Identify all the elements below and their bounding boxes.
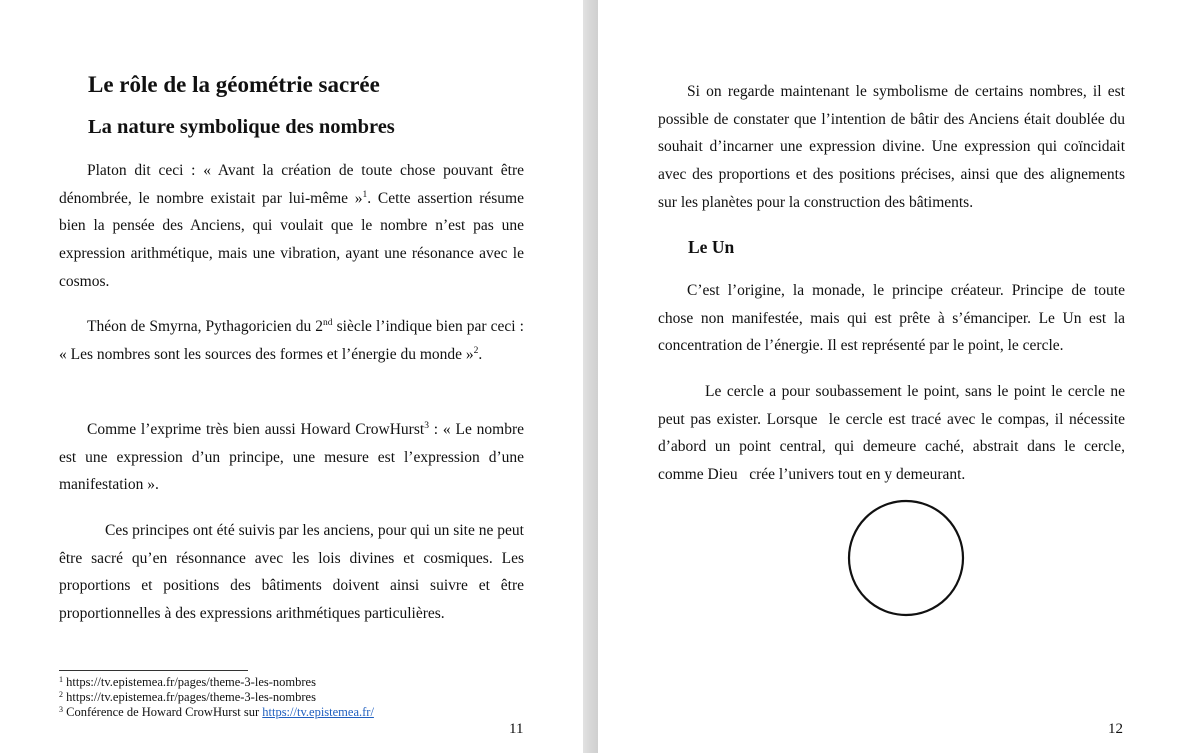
footnote-number: 2 [59, 690, 63, 699]
footnote [59, 705, 374, 720]
footnotes [59, 675, 374, 720]
paragraph [59, 517, 524, 628]
page-number: 11 [509, 721, 524, 737]
paragraph [59, 313, 524, 368]
paragraph [658, 378, 1129, 489]
document-page-12 [598, 0, 1178, 753]
paragraph-text: Comme l’exprime très bien aussi Howard CrowHurst [87, 421, 425, 438]
footnote-number: 3 [59, 705, 63, 714]
paragraph-text: C’est l’origine, la monade, le principe créateur. Principe de toute chose non manifestée, mais qui est prête à s’émanciper. Le Un est la concentration de l’énergie. Il est représenté par le point, le cercle. [658, 282, 1125, 355]
paragraph-text: . [478, 345, 483, 363]
footnote-separator [59, 670, 248, 671]
page-gutter [583, 0, 598, 753]
paragraph-text: Ces principes ont été suivis par les anciens, pour qui un site ne peut être sacré qu’en résonnance avec les lois divines et cosmiques. Les proportions et positions des bâtiments doivent ainsi suivre et être proportionnelles à des expressions arithmétiques particulières. [59, 522, 524, 623]
paragraph-text: Platon dit ceci : « Avant la création de toute chose pouvant être dénombrée, le nombre existait par lui-même » [59, 162, 524, 207]
paragraph [658, 277, 1125, 360]
footnote-link[interactable]: https://tv.epistemea.fr/ [262, 705, 374, 719]
circle-figure [846, 499, 966, 619]
paragraph-text: Si on regarde maintenant le symbolisme de certains nombres, il est possible de constater que l’intention de bâtir des Anciens était doublée du souhait d’incarner une expression divine. Une expression qui coïncidait avec des proportions et des positions précises, ainsi que des alignements sur les planètes pour la construction des bâtiments. [658, 83, 1125, 211]
section-heading: Le Un [688, 237, 735, 257]
footnote-text: https://tv.epistemea.fr/pages/theme-3-les-nombres [66, 690, 316, 704]
paragraph-text: : « Le nombre est une expression d’un principe, une mesure est l’expression d’une manifestation ». [59, 421, 524, 494]
paragraph-text: . Cette assertion résume bien la pensée des Anciens, qui voulait que le nombre n’est pas une expression arithmétique, mais une vibration, ayant une résonance avec le cosmos. [59, 189, 524, 290]
footnote-ref[interactable]: 2 [473, 345, 479, 356]
paragraph [59, 157, 524, 296]
section-title: La nature symbolique des nombres [88, 116, 395, 138]
footnote-text: Conférence de Howard CrowHurst sur [66, 705, 263, 719]
paragraph-text: Le cercle a pour soubassement le point, sans le point le cercle ne peut pas exister. Lorsque le cercle est tracé avec le compas, il nécessite d’abord un point central, qui demeure caché, abstrait dans le cercle, comme Dieu crée l’univers tout en y demeurant. [658, 383, 1129, 484]
document-page-11 [0, 0, 583, 753]
footnote-text: https://tv.epistemea.fr/pages/theme-3-les-nombres [66, 675, 316, 689]
circle-shape [849, 501, 963, 615]
ordinal-superscript: nd [323, 318, 333, 328]
footnote [59, 690, 374, 705]
footnote-ref[interactable]: 3 [424, 421, 429, 431]
footnote [59, 675, 374, 690]
chapter-title: Le rôle de la géométrie sacrée [88, 72, 380, 97]
paragraph-text: siècle l’indique bien par ceci : « Les nombres sont les sources des formes et l’énergie du monde » [59, 318, 524, 363]
page-number: 12 [1108, 721, 1123, 737]
paragraph [658, 78, 1125, 217]
footnote-number: 1 [59, 675, 63, 684]
footnote-ref[interactable]: 1 [362, 189, 368, 200]
paragraph-text: Théon de Smyrna, Pythagoricien du 2 [87, 318, 324, 335]
paragraph [59, 416, 524, 499]
